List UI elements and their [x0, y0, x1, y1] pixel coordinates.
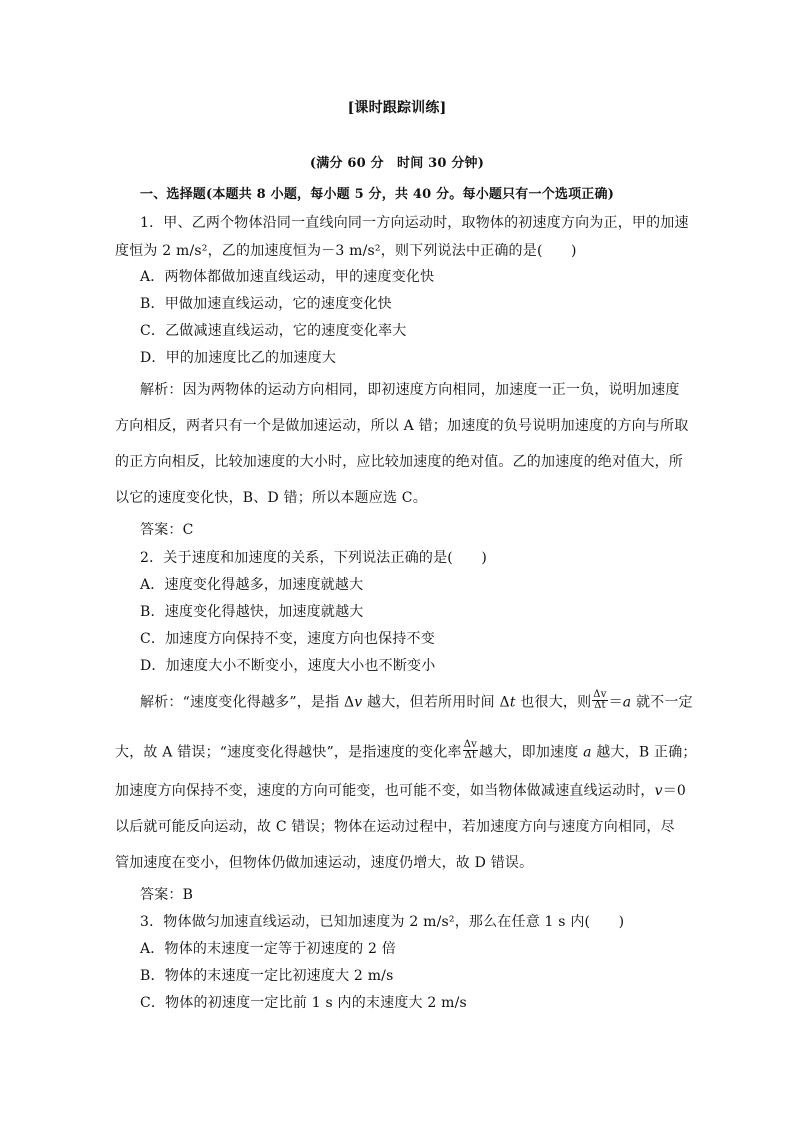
- q2-option-a: A．速度变化得越多，加速度就越大: [140, 577, 364, 593]
- q2-option-c: C．加速度方向保持不变，速度方向也保持不变: [140, 631, 435, 647]
- q1-stem-line2: 度恒为 2 m/s²，乙的加速度恒为－3 m/s²，则下列说法中正确的是( ): [115, 243, 577, 259]
- q1-analysis-line2: 方向相反，两者只有一个是做加速运动，所以 A 错；加速度的负号说明加速度的方向与所取: [115, 418, 689, 434]
- q2-analysis-line5: 管加速度在变小，但物体仍做加速运动，速度仍增大，故 D 错误。: [115, 855, 534, 871]
- page-title: [课时跟踪训练]: [347, 100, 447, 116]
- q2-analysis-line3: 加速度方向保持不变，速度的方向可能变，也可能不变，如当物体做减速直线运动时，v＝0: [115, 783, 687, 799]
- q1-analysis-line1: 解析：因为两物体的运动方向相同，即初速度方向相同，加速度一正一负，说明加速度: [140, 382, 680, 398]
- q1-stem-line1: 1．甲、乙两个物体沿同一直线向同一方向运动时，取物体的初速度方向为正，甲的加速: [140, 215, 689, 231]
- q2-analysis-line2: 大，故 A 错误；“速度变化得越快”，是指速度的变化率 $\frac{\Delta v}{\Delta t}$ 越大，即加速度 a 越大，B 正确；: [115, 739, 697, 761]
- section-heading: 一、选择题(本题共 8 小题，每小题 5 分，共 40 分。每小题只有一个选项正确): [140, 187, 615, 202]
- q1-option-b: B．甲做加速直线运动，它的速度变化快: [140, 296, 392, 312]
- q3-option-c: C．物体的初速度一定比前 1 s 内的末速度大 2 m/s: [140, 995, 467, 1011]
- q2-analysis-line4: 以后就可能反向运动，故 C 错误；物体在运动过程中，若加速度方向与速度方向相同，尽: [115, 819, 675, 835]
- q2-stem: 2．关于速度和加速度的关系，下列说法正确的是( ): [140, 550, 488, 566]
- fraction-dv-dt-2: $\frac{\Delta v}{\Delta t}$: [463, 739, 478, 761]
- q1-analysis-line4: 以它的速度变化快，B、D 错；所以本题应选 C。: [115, 490, 427, 506]
- q2-answer: 答案：B: [140, 887, 194, 903]
- score-time-note: (满分 60 分 时间 30 分钟): [309, 156, 485, 171]
- q3-stem: 3．物体做匀加速直线运动，已知加速度为 2 m/s²，那么在任意 1 s 内( ): [140, 914, 625, 930]
- q1-option-a: A．两物体都做加速直线运动，甲的速度变化快: [140, 269, 435, 285]
- q1-answer: 答案：C: [140, 522, 194, 538]
- q1-option-d: D．甲的加速度比乙的加速度大: [140, 350, 337, 366]
- q1-option-c: C．乙做减速直线运动，它的速度变化率大: [140, 323, 407, 339]
- q3-option-a: A．物体的末速度一定等于初速度的 2 倍: [140, 941, 396, 957]
- q1-analysis-line3: 的正方向相反，比较加速度的大小时，应比较加速度的绝对值。乙的加速度的绝对值大，所: [115, 454, 683, 470]
- q3-option-b: B．物体的末速度一定比初速度大 2 m/s: [140, 968, 394, 984]
- q2-option-d: D．加速度大小不断变小，速度大小也不断变小: [140, 658, 436, 674]
- q2-option-b: B．速度变化得越快，加速度就越大: [140, 604, 364, 620]
- fraction-dv-dt: $\frac{\Delta v}{\Delta t}$: [593, 689, 607, 711]
- q2-analysis-line1: 解析：“速度变化得越多”，是指 Δv 越大，但若所用时间 Δt 也很大，则 $\frac{\Delta v}{\Delta t}$ ＝a 就不一定: [140, 689, 693, 711]
